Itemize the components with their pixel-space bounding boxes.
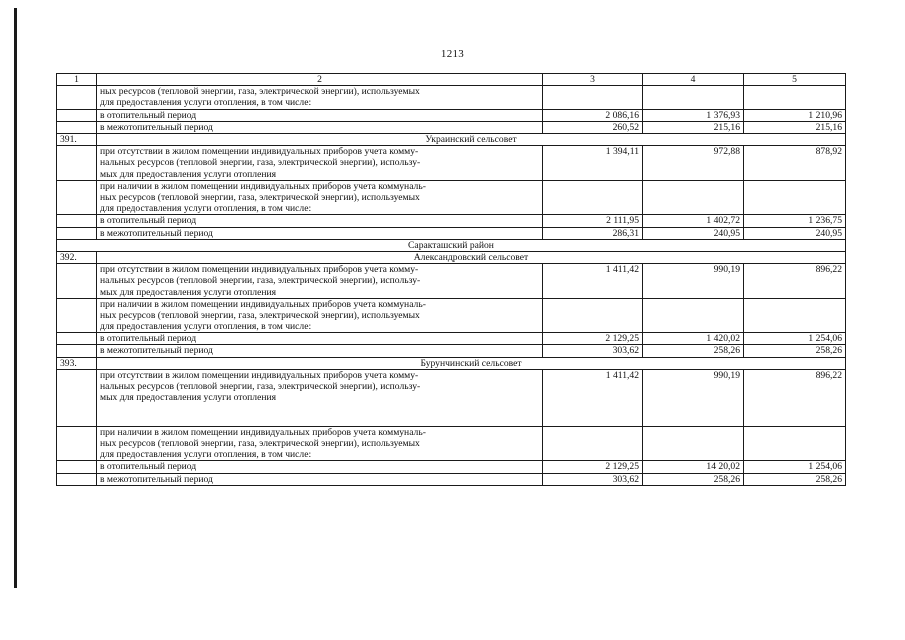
value-col-4 — [643, 180, 744, 215]
value-col-5: 878,92 — [744, 146, 846, 181]
value-row — [57, 333, 846, 345]
scan-edge-line — [14, 8, 17, 588]
description-line: при наличии в жилом помещении индивидуальных приборов учета коммуналь- — [100, 180, 426, 192]
value-row — [57, 473, 846, 485]
section-index: 392. — [57, 251, 97, 263]
header-col-5: 5 — [744, 74, 846, 86]
value-col-5: 215,16 — [744, 121, 846, 133]
description-line — [100, 403, 539, 414]
description-line: при отсутствии в жилом помещении индивидуальных приборов учета комму- — [100, 264, 419, 276]
value-col-3: 1 411,42 — [543, 369, 643, 426]
value-col-4 — [643, 86, 744, 109]
value-row — [57, 345, 846, 357]
value-col-5 — [744, 426, 846, 461]
period-label: в межотопительный период — [97, 345, 543, 357]
table-header-row — [57, 74, 846, 86]
period-label: в отопительный период — [97, 333, 543, 345]
row-index-cell — [57, 227, 97, 239]
value-col-3: 303,62 — [543, 345, 643, 357]
section-row — [57, 357, 846, 369]
value-row — [57, 461, 846, 473]
value-col-4: 258,26 — [643, 345, 744, 357]
value-col-5: 258,26 — [744, 473, 846, 485]
period-label: в межотопительный период — [97, 473, 543, 485]
description-line: при наличии в жилом помещении индивидуальных приборов учета коммуналь- — [100, 426, 426, 438]
description-line: нальных ресурсов (тепловой энергии, газа, электрической энергии), использу- — [100, 157, 421, 169]
value-col-3 — [543, 180, 643, 215]
description-cell — [97, 86, 543, 109]
value-row — [57, 121, 846, 133]
period-label: в отопительный период — [97, 109, 543, 121]
value-col-4: 990,19 — [643, 264, 744, 299]
header-col-4: 4 — [643, 74, 744, 86]
value-col-4: 1 376,93 — [643, 109, 744, 121]
period-label: в отопительный период — [97, 215, 543, 227]
description-row — [57, 86, 846, 109]
value-col-3 — [543, 426, 643, 461]
value-col-4: 240,95 — [643, 227, 744, 239]
description-cell — [97, 146, 543, 181]
value-row — [57, 227, 846, 239]
description-row — [57, 298, 846, 333]
row-index-cell — [57, 461, 97, 473]
section-title: Украинский сельсовет — [97, 133, 846, 145]
description-line: нальных ресурсов (тепловой энергии, газа, электрической энергии), использу- — [100, 275, 421, 287]
value-col-5: 1 210,96 — [744, 109, 846, 121]
value-col-5: 258,26 — [744, 345, 846, 357]
value-col-4: 1 402,72 — [643, 215, 744, 227]
description-cell — [97, 264, 543, 299]
row-index-cell — [57, 180, 97, 215]
value-col-5: 896,22 — [744, 369, 846, 426]
value-col-5: 240,95 — [744, 227, 846, 239]
value-col-5: 1 254,06 — [744, 333, 846, 345]
description-cell — [97, 426, 543, 461]
value-col-4: 215,16 — [643, 121, 744, 133]
description-line: при отсутствии в жилом помещении индивидуальных приборов учета комму- — [100, 146, 419, 158]
section-title: Бурунчинский сельсовет — [97, 357, 846, 369]
description-row — [57, 426, 846, 461]
value-col-3: 260,52 — [543, 121, 643, 133]
section-index: 391. — [57, 133, 97, 145]
value-row — [57, 109, 846, 121]
description-line: для предоставления услуги отопления, в том числе: — [100, 203, 312, 215]
description-row — [57, 264, 846, 299]
period-label: в отопительный период — [97, 461, 543, 473]
description-line: мых для предоставления услуги отопления — [100, 392, 277, 404]
value-col-3: 2 086,16 — [543, 109, 643, 121]
value-col-3: 2 129,25 — [543, 333, 643, 345]
row-index-cell — [57, 345, 97, 357]
value-col-4 — [643, 426, 744, 461]
value-col-3: 1 411,42 — [543, 264, 643, 299]
row-index-cell — [57, 215, 97, 227]
value-col-4: 14 20,02 — [643, 461, 744, 473]
value-col-3 — [543, 86, 643, 109]
value-col-3: 1 394,11 — [543, 146, 643, 181]
row-index-cell — [57, 333, 97, 345]
row-index-cell — [57, 121, 97, 133]
value-col-4: 258,26 — [643, 473, 744, 485]
row-index-cell — [57, 369, 97, 426]
value-col-5 — [744, 86, 846, 109]
value-col-3: 286,31 — [543, 227, 643, 239]
description-line: ных ресурсов (тепловой энергии, газа, электрической энергии), используемых — [100, 437, 420, 449]
row-index-cell — [57, 298, 97, 333]
description-line: мых для предоставления услуги отопления — [100, 168, 277, 180]
section-index: 393. — [57, 357, 97, 369]
value-col-5: 896,22 — [744, 264, 846, 299]
description-line: для предоставления услуги отопления, в том числе: — [100, 449, 312, 461]
value-col-4: 1 420,02 — [643, 333, 744, 345]
value-col-4: 972,88 — [643, 146, 744, 181]
description-cell — [97, 369, 543, 426]
district-row — [57, 239, 846, 251]
description-line: ных ресурсов (тепловой энергии, газа, электрической энергии), используемых — [100, 191, 420, 203]
district-title: Саракташский район — [57, 239, 846, 251]
value-col-5 — [744, 298, 846, 333]
description-row — [57, 180, 846, 215]
header-col-3: 3 — [543, 74, 643, 86]
description-line: при отсутствии в жилом помещении индивидуальных приборов учета комму- — [100, 369, 419, 381]
header-col-2: 2 — [97, 74, 543, 86]
description-line: для предоставления услуги отопления, в том числе: — [100, 321, 312, 333]
value-row — [57, 215, 846, 227]
value-col-3: 2 111,95 — [543, 215, 643, 227]
value-col-3 — [543, 298, 643, 333]
page-number: 1213 — [440, 48, 465, 60]
header-col-1: 1 — [57, 74, 97, 86]
row-index-cell — [57, 86, 97, 109]
value-col-3: 2 129,25 — [543, 461, 643, 473]
description-row — [57, 369, 846, 426]
row-index-cell — [57, 146, 97, 181]
row-index-cell — [57, 264, 97, 299]
value-col-4: 990,19 — [643, 369, 744, 426]
value-col-5: 1 254,06 — [744, 461, 846, 473]
tariff-table — [56, 73, 846, 486]
description-row — [57, 146, 846, 181]
value-col-5: 1 236,75 — [744, 215, 846, 227]
table-body — [57, 74, 846, 486]
description-line: ных ресурсов (тепловой энергии, газа, электрической энергии), используемых — [100, 309, 420, 321]
description-cell — [97, 180, 543, 215]
value-col-4 — [643, 298, 744, 333]
description-line: нальных ресурсов (тепловой энергии, газа, электрической энергии), использу- — [100, 381, 421, 393]
period-label: в межотопительный период — [97, 121, 543, 133]
row-index-cell — [57, 426, 97, 461]
value-col-3: 303,62 — [543, 473, 643, 485]
value-col-5 — [744, 180, 846, 215]
description-line: ных ресурсов (тепловой энергии, газа, электрической энергии), используемых — [100, 86, 420, 98]
period-label: в межотопительный период — [97, 227, 543, 239]
description-line: при наличии в жилом помещении индивидуальных приборов учета коммуналь- — [100, 298, 426, 310]
description-cell — [97, 298, 543, 333]
section-row — [57, 133, 846, 145]
row-index-cell — [57, 109, 97, 121]
description-line — [100, 415, 539, 426]
description-line: мых для предоставления услуги отопления — [100, 286, 277, 298]
row-index-cell — [57, 473, 97, 485]
section-row — [57, 251, 846, 263]
section-title: Александровский сельсовет — [97, 251, 846, 263]
description-line: для предоставления услуги отопления, в том числе: — [100, 97, 312, 109]
